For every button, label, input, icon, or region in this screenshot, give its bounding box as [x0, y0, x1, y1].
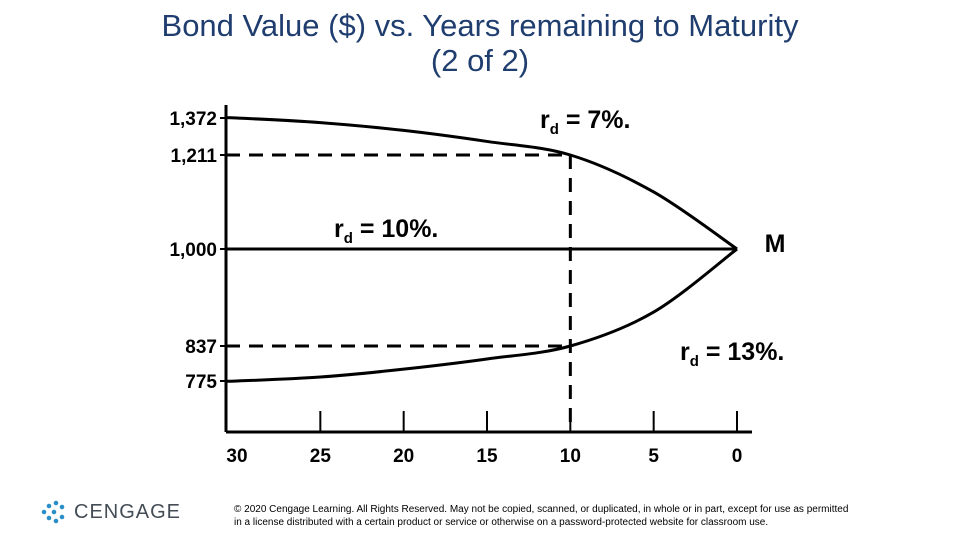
copyright-line2: in a license distributed with a certain product or service or otherwise on a password-protected website for classroom use. — [234, 517, 769, 528]
y-tick-label: 1,000 — [169, 240, 217, 261]
x-tick-label: 10 — [559, 446, 581, 467]
slide-title-line1: Bond Value ($) vs. Years remaining to Maturity — [161, 8, 799, 43]
series-label: $r_d = 10\%$. — [334, 215, 439, 247]
slide-title-line2: (2 of 2) — [430, 43, 530, 78]
cengage-logo — [38, 498, 181, 526]
copyright-notice — [234, 503, 934, 529]
x-tick-label: 30 — [226, 446, 248, 467]
y-tick-label: 775 — [185, 372, 217, 393]
series-line — [226, 118, 737, 249]
x-tick-label: 0 — [731, 446, 743, 467]
maturity-label: M — [764, 230, 786, 258]
x-tick-label: 5 — [648, 446, 659, 467]
y-tick-label: 1,372 — [169, 109, 217, 130]
y-tick-label: 1,211 — [170, 146, 217, 167]
copyright-line1: © 2020 Cengage Learning. All Rights Reserved. May not be copied, scanned, or duplicated, in whole or in part, except for use as permitted — [234, 504, 849, 515]
series-label: $r_d = 7\%$. — [540, 106, 631, 138]
y-tick-label: 837 — [185, 337, 217, 358]
cengage-dots-icon — [38, 498, 66, 526]
series-label: $r_d = 13\%$. — [680, 338, 785, 370]
logo-text: CENGAGE — [74, 500, 182, 523]
x-tick-label: 25 — [309, 446, 331, 467]
series-line — [226, 249, 737, 381]
x-tick-label: 20 — [393, 446, 415, 467]
x-tick-label: 15 — [476, 446, 498, 467]
